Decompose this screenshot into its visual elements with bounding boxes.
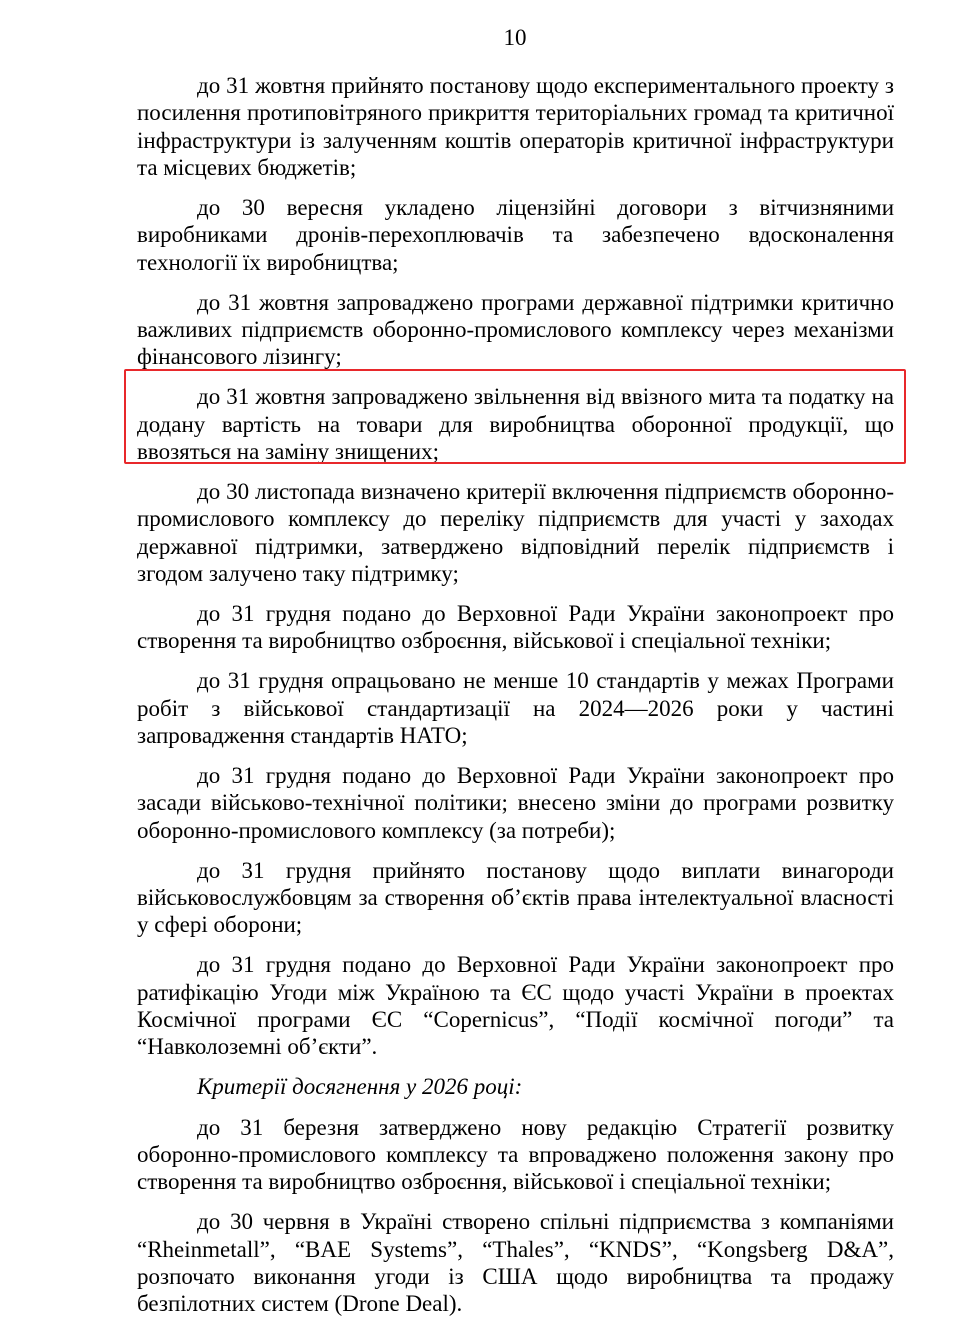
paragraph-import-duty-exemption: до 31 жовтня запроваджено звільнення від ввізного мита та податку на додану вартість на товари для виробництва оборонної продукції, що ввозяться на заміну знищених; (137, 384, 894, 464)
paragraph-weapons-production-bill: до 31 грудня подано до Верховної Ради України законопроект про створення та виробництво озброєння, військової і спеціальної техніки; (137, 601, 894, 654)
paragraph-enterprise-criteria: до 30 листопада визначено критерії включення підприємств оборонно-промислового комплексу до переліку підприємств для участі у заходах державної підтримки, затверджено відповідний перелік підприємств і згодом залучено таку підтримку; (137, 479, 894, 586)
paragraph-joint-ventures-drone-deal: до 30 червня в Україні створено спільні підприємства з компаніями “Rheinmetall”, “BAE Systems”, “Thales”, “KNDS”, “Kongsberg D&A”, розпочато виконання угоди із США щодо виробництва та продажу безпілотних систем (Drone Deal). (137, 1209, 894, 1317)
paragraph-intellectual-property-reward: до 31 грудня прийнято постанову щодо виплати винагороди військовослужбовцям за створення об’єктів права інтелектуальної власності у сфері оборони; (137, 857, 894, 938)
paragraph-nato-standards: до 31 грудня опрацьовано не менше 10 стандартів у межах Програми робіт з військової стандартизації на 2024—2026 роки у частині запровадження стандартів НАТО; (137, 668, 894, 749)
paragraph-air-defense-resolution: до 31 жовтня прийнято постанову щодо експериментального проекту з посилення протиповітряного прикриття територіальних громад та критичної інфраструктури із залученням коштів операторів критичної інфраструктури та місцевих бюджетів; (137, 73, 894, 180)
paragraph-eu-space-program-ratification: до 31 грудня подано до Верховної Ради України законопроект про ратифікацію Угоди між Україною та ЄС щодо участі України в проектах Космічної програми ЄС “Copernicus”, “Події космічної погоди” та “Навколоземні об’єкти”. (137, 952, 894, 1060)
paragraph-interceptor-drone-licenses: до 30 вересня укладено ліцензійні договори з вітчизняними виробниками дронів-перехоплювачів та забезпечено вдосконалення технології їх виробництва; (137, 194, 894, 275)
paragraph-financial-leasing-support: до 31 жовтня запроваджено програми державної підтримки критично важливих підприємств оборонно-промислового комплексу через механізми фінансового лізингу; (137, 289, 894, 370)
document-body (137, 72, 894, 1330)
paragraph-military-technical-policy-bill: до 31 грудня подано до Верховної Ради України законопроект про засади військово-технічної політики; внесено зміни до програми розвитку оборонно-промислового комплексу (за потреби); (137, 763, 894, 843)
paragraph-industry-strategy-update: до 31 березня затверджено нову редакцію Стратегії розвитку оборонно-промислового комплексу та впроваджено положення закону про створення та виробництво озброєння, військової і спеціальної техніки; (137, 1114, 894, 1195)
section-heading-2026-criteria: Критерії досягнення у 2026 році: (197, 1074, 523, 1100)
page-number: 10 (503, 25, 527, 50)
